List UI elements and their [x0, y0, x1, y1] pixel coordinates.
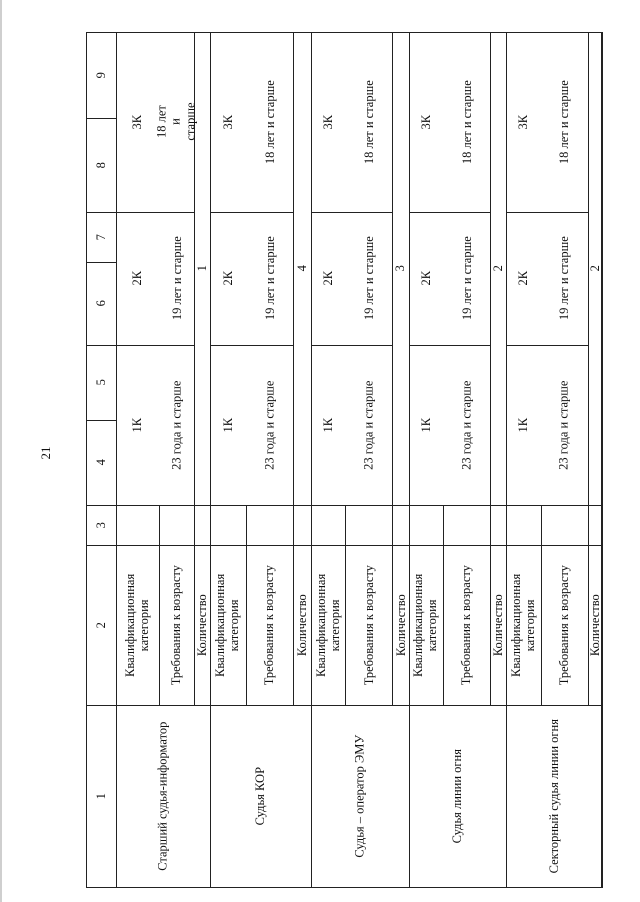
column-header-8	[86, 118, 116, 212]
age-c6-3	[443, 212, 490, 345]
role-2	[311, 705, 409, 888]
age-c4-0	[159, 345, 193, 505]
label-age-0-label: Требования к возрасту	[169, 564, 184, 686]
label-qualification-3-label: Квалификационная категория	[411, 573, 440, 677]
column-divider-3-4	[86, 505, 602, 506]
qual-c6-2-label: 2К	[321, 271, 336, 286]
label-quantity-2	[392, 545, 408, 705]
column-header-6	[86, 262, 116, 345]
column-header-6-label: 6	[93, 300, 108, 307]
qual-c6-3	[409, 212, 443, 345]
label-age-0	[159, 545, 193, 705]
age-c6-4-label: 19 лет и старше	[556, 236, 571, 321]
label-qualification-3	[409, 545, 443, 705]
column-header-1	[86, 705, 116, 888]
section-border-4	[602, 32, 603, 888]
qual-c6-1-label: 2К	[220, 271, 235, 286]
role-0	[116, 705, 210, 888]
age-c9-1-label: 18 лет и старше	[262, 80, 277, 164]
column-header-3	[86, 505, 116, 545]
age-c4-3-label: 23 года и старше	[459, 380, 474, 470]
qual-c4-1-label: 1К	[220, 417, 235, 433]
quantity-4	[588, 32, 602, 505]
role-2-label: Судья – оператор ЭМУ	[352, 735, 367, 858]
age-c9-4	[541, 32, 588, 212]
age-c4-4	[541, 345, 588, 505]
quantity-4-label: 2	[587, 265, 602, 272]
label-age-2	[345, 545, 392, 705]
column-header-5	[86, 345, 116, 420]
column-header-9	[86, 32, 116, 118]
column-header-9-label: 9	[93, 71, 108, 79]
qual-c6-2	[311, 212, 345, 345]
label-quantity-0	[194, 545, 210, 705]
role-4	[506, 705, 602, 888]
label-age-1	[246, 545, 293, 705]
qual-c9-4-label: 3К	[516, 114, 531, 130]
age-c6-2	[345, 212, 392, 345]
page-number: 21	[38, 446, 53, 460]
qual-c4-3-label: 1К	[418, 417, 433, 433]
label-quantity-3	[490, 545, 506, 705]
age-c9-0-label: 18 лет и старше	[154, 102, 198, 142]
role-3-label: Судья линии огня	[450, 749, 465, 844]
label-qualification-0	[116, 545, 159, 705]
age-c9-4-label: 18 лет и старше	[556, 80, 571, 164]
age-c6-0-label: 19 лет и старше	[169, 236, 184, 321]
column-header-2	[86, 545, 116, 705]
label-qualification-4-label: Квалификационная категория	[509, 573, 538, 677]
label-age-4	[541, 545, 588, 705]
label-qualification-2	[311, 545, 345, 705]
qual-c6-3-label: 2К	[418, 271, 433, 286]
column-header-4-label: 4	[93, 459, 108, 466]
qual-c9-3-label: 3К	[418, 114, 433, 130]
age-c6-0	[159, 212, 193, 345]
label-qualification-1	[210, 545, 246, 705]
role-1-label: Судья КОР	[253, 767, 268, 826]
qual-c6-0	[116, 212, 159, 345]
age-c9-1	[246, 32, 293, 212]
column-header-5-label: 5	[93, 379, 108, 386]
quantity-0-label: 1	[194, 265, 209, 272]
age-c4-2	[345, 345, 392, 505]
scan-edge-mark	[0, 0, 2, 902]
label-age-4-label: Требования к возрасту	[556, 564, 571, 686]
label-quantity-4-label: Количество	[587, 594, 602, 656]
role-3	[409, 705, 507, 888]
column-header-1-label: 1	[93, 793, 108, 800]
role-0-label: Старший судья-информатор	[155, 721, 170, 872]
label-quantity-4	[588, 545, 602, 705]
age-c9-2-label: 18 лет и старше	[361, 80, 376, 164]
qual-c9-1-label: 3К	[220, 114, 235, 130]
qual-c6-1	[210, 212, 246, 345]
qual-c6-0-label: 2К	[130, 271, 145, 286]
label-quantity-0-label: Количество	[194, 594, 209, 656]
age-c6-3-label: 19 лет и старше	[459, 236, 474, 321]
label-quantity-1-label: Количество	[294, 594, 309, 656]
qual-c4-4-label: 1К	[516, 417, 531, 433]
label-qualification-1-label: Квалификационная категория	[213, 573, 242, 677]
age-c6-2-label: 19 лет и старше	[361, 236, 376, 321]
qual-c4-4	[506, 345, 540, 505]
quantity-0	[194, 32, 210, 505]
qual-c9-2	[311, 32, 345, 212]
quantity-3	[490, 32, 506, 505]
age-c6-4	[541, 212, 588, 345]
age-c4-1	[246, 345, 293, 505]
age-c6-1-label: 19 лет и старше	[262, 236, 277, 321]
age-c9-3-label: 18 лет и старше	[459, 80, 474, 164]
column-header-4	[86, 420, 116, 505]
column-header-8-label: 8	[93, 161, 108, 169]
column-header-7	[86, 212, 116, 262]
age-c4-3	[443, 345, 490, 505]
age-c4-0-label: 23 года и старше	[169, 380, 184, 470]
quantity-3-label: 2	[490, 265, 505, 272]
label-quantity-3-label: Количество	[490, 594, 505, 656]
qual-c9-3	[409, 32, 443, 212]
label-age-1-label: Требования к возрасту	[262, 564, 277, 686]
qual-c4-2-label: 1К	[321, 417, 336, 433]
quantity-1-label: 4	[294, 265, 309, 272]
qual-c9-4	[506, 32, 540, 212]
label-quantity-2-label: Количество	[393, 594, 408, 656]
qual-c9-2-label: 3К	[321, 114, 336, 130]
label-qualification-0-label: Квалификационная категория	[123, 573, 152, 677]
qual-c4-0	[116, 345, 159, 505]
label-age-3-label: Требования к возрасту	[459, 564, 474, 686]
age-c4-1-label: 23 года и старше	[262, 380, 277, 470]
quantity-1	[293, 32, 311, 505]
qual-c9-0-label: 3К	[130, 114, 145, 130]
label-age-3	[443, 545, 490, 705]
qual-c9-0	[116, 32, 159, 212]
qual-c4-0-label: 1К	[130, 417, 145, 433]
age-c9-2	[345, 32, 392, 212]
role-1	[210, 705, 311, 888]
quantity-2-label: 3	[393, 265, 408, 272]
column-header-7-label: 7	[93, 233, 108, 241]
age-c6-1	[246, 212, 293, 345]
qual-c4-2	[311, 345, 345, 505]
quantity-2	[392, 32, 408, 505]
qual-c6-4	[506, 212, 540, 345]
qual-c9-1	[210, 32, 246, 212]
age-c4-4-label: 23 года и старше	[556, 380, 571, 470]
age-c9-0	[154, 32, 198, 212]
column-header-2-label: 2	[93, 621, 108, 629]
role-4-label: Секторный судья линии огня	[546, 719, 561, 874]
column-header-3-label: 3	[93, 521, 108, 529]
age-c9-3	[443, 32, 490, 212]
qual-c4-1	[210, 345, 246, 505]
label-quantity-1	[293, 545, 311, 705]
label-qualification-4	[506, 545, 540, 705]
label-age-2-label: Требования к возрасту	[361, 564, 376, 686]
qual-c6-4-label: 2К	[516, 271, 531, 286]
label-qualification-2-label: Квалификационная категория	[313, 573, 343, 677]
qual-c4-3	[409, 345, 443, 505]
age-c4-2-label: 23 года и старше	[361, 380, 376, 470]
